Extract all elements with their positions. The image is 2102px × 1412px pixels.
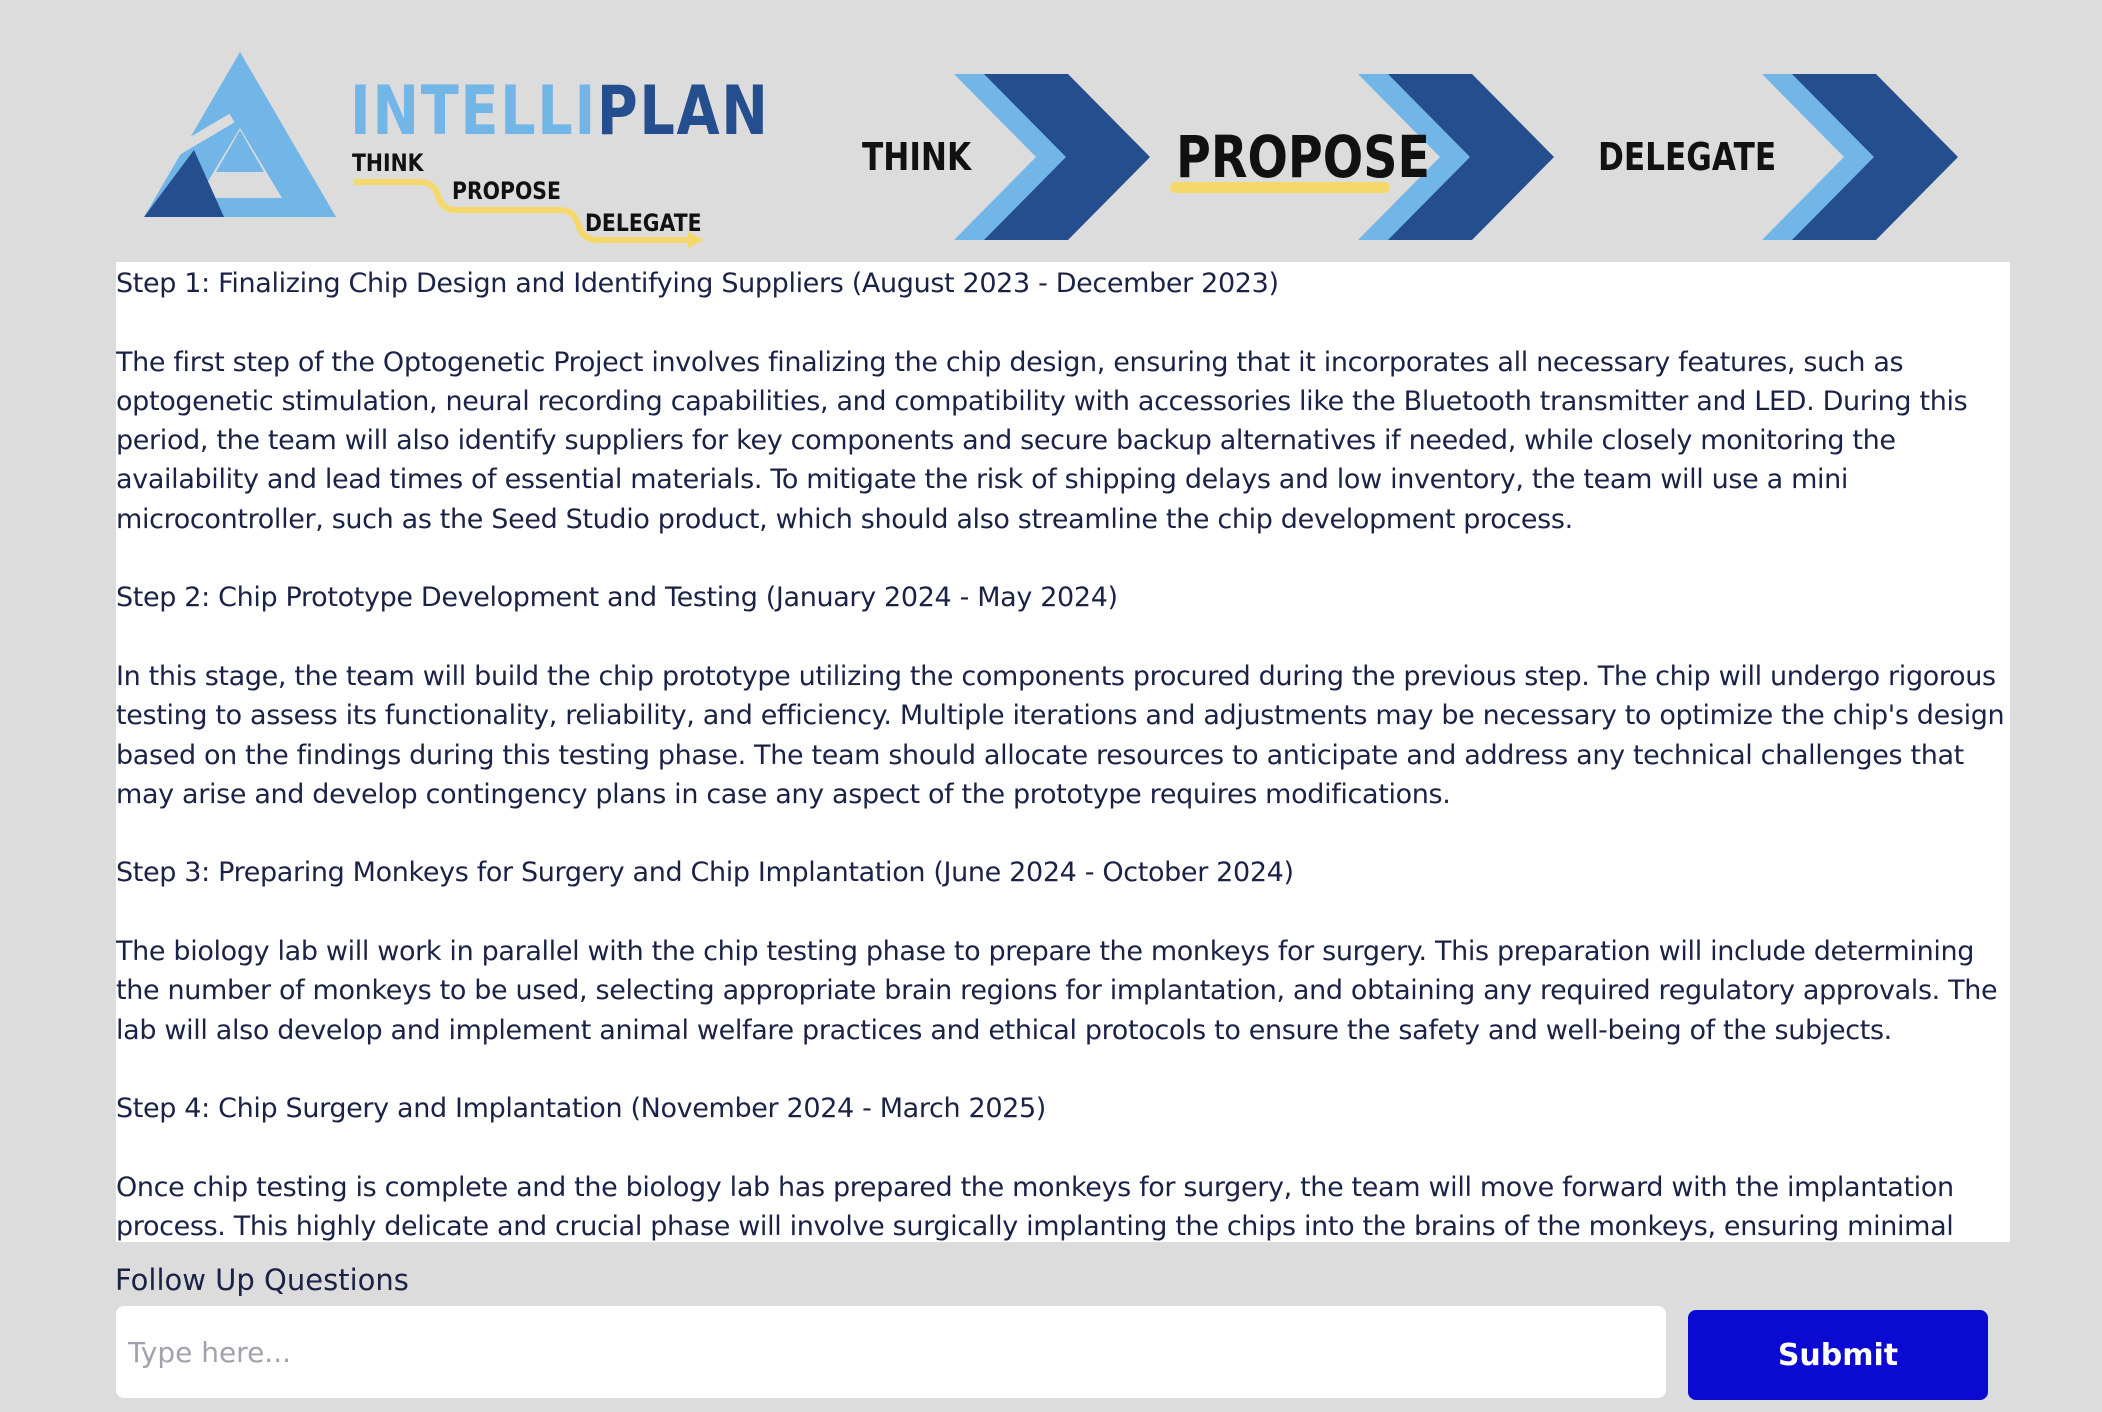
step-2-heading: Step 2: Chip Prototype Development and Testing (January 2024 - May 2024) xyxy=(116,582,1118,614)
step-2-body: In this stage, the team will build the chip prototype utilizing the components procured during the previous step. The chip will undergo rigorous testing to assess its functionality, reliability, and efficiency. Multiple iterations and adjustments may be necessary to optimize the chip's design based on the findings during this testing phase. The team should allocate resources to anticipate and address any technical challenges that may arise and develop contingency plans in case any aspect of the prototype requires modifications. xyxy=(116,660,2005,810)
step-3-body: The biology lab will work in parallel with the chip testing phase to prepare the monkeys for surgery. This preparation will include determining the number of monkeys to be used, selecting appropriate brain regions for implantation, and obtaining any required regulatory approvals. The lab will also develop and implement animal welfare practices and ethical protocols to ensure the safety and well-being of the subjects. xyxy=(116,936,1998,1046)
submit-button[interactable]: Submit xyxy=(1688,1310,1988,1400)
brand-title xyxy=(350,72,770,151)
brand-title-part1: INTELLI xyxy=(350,72,597,151)
brand-title-part2: PLAN xyxy=(596,72,770,151)
step-4-heading: Step 4: Chip Surgery and Implantation (November 2024 - March 2025) xyxy=(116,1093,1046,1125)
plan-output-text xyxy=(116,262,2010,1242)
step-1-body: The first step of the Optogenetic Project involves finalizing the chip design, ensuring that it incorporates all necessary features, such as optogenetic stimulation, neural recording capabilities, and compatibility with accessories like the Bluetooth transmitter and LED. During this period, the team will also identify suppliers for key components and secure backup alternatives if needed, while closely monitoring the availability and lead times of essential materials. To mitigate the risk of shipping delays and low inventory, the team will use a mini microcontroller, such as the Seed Studio product, which should also streamline the chip development process. xyxy=(116,346,1968,535)
step-delegate: DELEGATE xyxy=(1598,135,1777,179)
step-4-body: Once chip testing is complete and the biology lab has prepared the monkeys for surgery, the team will move forward with the implantation process. This highly delicate and crucial phase will involve surgically implanting the chips into the brains of the monkeys, ensuring minimal xyxy=(116,1171,1954,1242)
step-1-heading: Step 1: Finalizing Chip Design and Identifying Suppliers (August 2023 - December 2023) xyxy=(116,268,1279,299)
chevron-arrow-icon xyxy=(1762,74,1958,240)
step-think: THINK xyxy=(862,135,972,179)
plan-output-panel[interactable] xyxy=(116,262,2010,1242)
step-propose: PROPOSE xyxy=(1176,123,1430,191)
intelliplan-logo-icon xyxy=(144,52,336,217)
brand-tagline-delegate: DELEGATE xyxy=(585,209,702,237)
step-3-heading: Step 3: Preparing Monkeys for Surgery and Chip Implantation (June 2024 - October 2024) xyxy=(116,857,1294,889)
banner-graphics xyxy=(0,0,2102,260)
brand-tagline-propose: PROPOSE xyxy=(452,177,561,205)
header-banner xyxy=(0,0,2102,260)
followup-label: Follow Up Questions xyxy=(115,1263,409,1297)
chevron-arrow-icon xyxy=(954,74,1150,240)
brand-tagline-think: THINK xyxy=(352,149,424,177)
followup-question-input[interactable] xyxy=(116,1306,1666,1398)
